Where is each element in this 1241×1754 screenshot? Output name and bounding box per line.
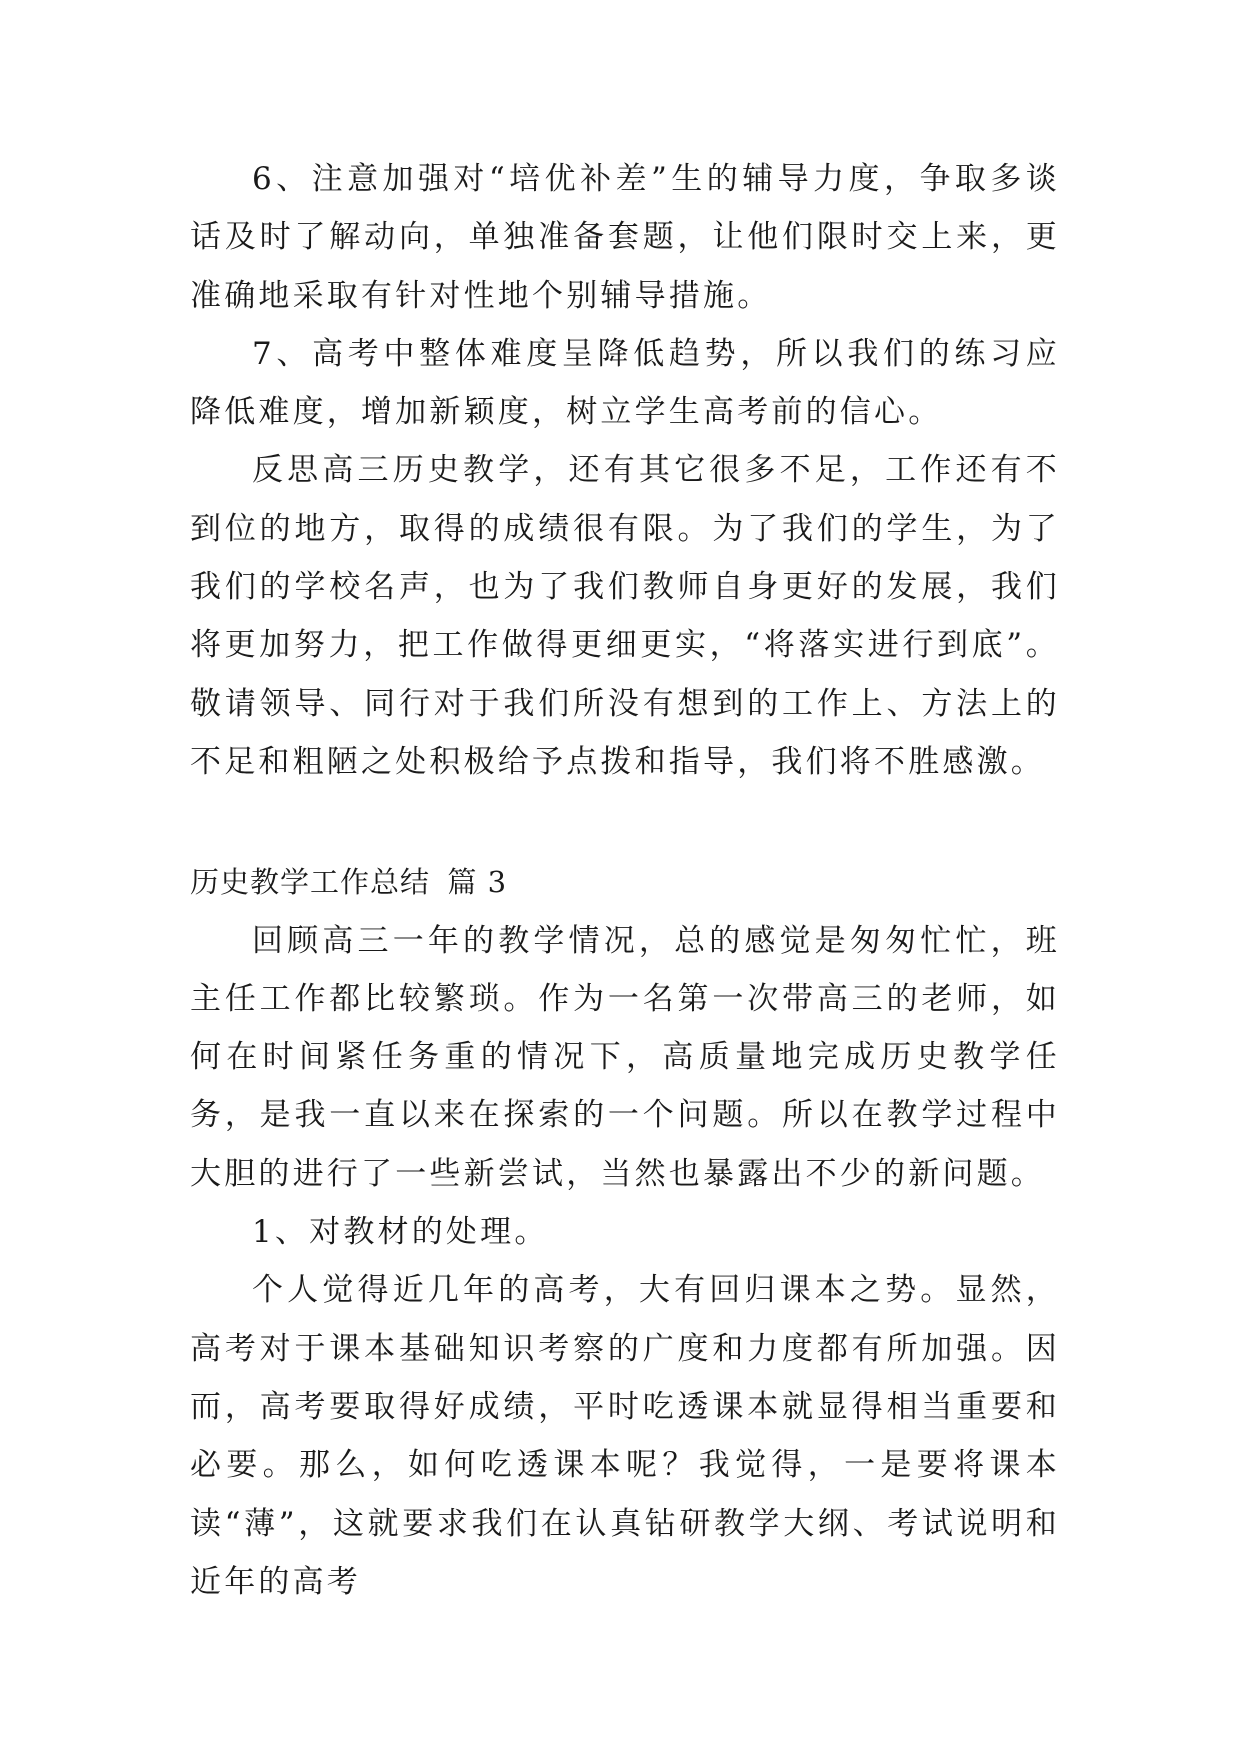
section-spacer — [190, 791, 1060, 853]
section-heading-number: 篇 3 — [447, 865, 508, 900]
paragraph-reflection: 反思高三历史教学，还有其它很多不足，工作还有不到位的地方，取得的成绩很有限。为了我们的学生，为了我们的学校名声，也为了我们教师自身更好的发展，我们将更加努力，把工作做得更细更实，“将落实进行到底”。敬请领导、同行对于我们所没有想到的工作上、方法上的不足和粗陋之处积极给予点拨和指导，我们将不胜感激。 — [190, 452, 1060, 780]
paragraph-review: 回顾高三一年的教学情况，总的感觉是匆匆忙忙，班主任工作都比较繁琐。作为一名第一次带高三的老师，如何在时间紧任务重的情况下，高质量地完成历史教学任务，是我一直以来在探索的一个问题。所以在教学过程中大胆的进行了一些新尝试，当然也暴露出不少的新问题。 — [190, 922, 1060, 1192]
section-heading-title: 历史教学工作总结 — [190, 865, 431, 900]
section-heading — [190, 853, 1060, 911]
paragraph-1-textbook: 1、对教材的处理。 — [252, 1214, 549, 1251]
paragraph-7-difficulty: 7、高考中整体难度呈降低趋势，所以我们的练习应降低难度，增加新颖度，树立学生高考前的信心。 — [190, 335, 1060, 431]
document-page — [190, 150, 1060, 1611]
paragraph-6-tutoring: 6、注意加强对“培优补差”生的辅导力度，争取多谈话及时了解动向，单独准备套题，让他们限时交上来，更准确地采取有针对性地个别辅导措施。 — [190, 161, 1060, 314]
paragraph-textbook-detail: 个人觉得近几年的高考，大有回归课本之势。显然，高考对于课本基础知识考察的广度和力度都有所加强。因而，高考要取得好成绩，平时吃透课本就显得相当重要和必要。那么，如何吃透课本呢？我觉得，一是要将课本读“薄”，这就要求我们在认真钻研教学大纲、考试说明和近年的高考 — [190, 1272, 1060, 1600]
